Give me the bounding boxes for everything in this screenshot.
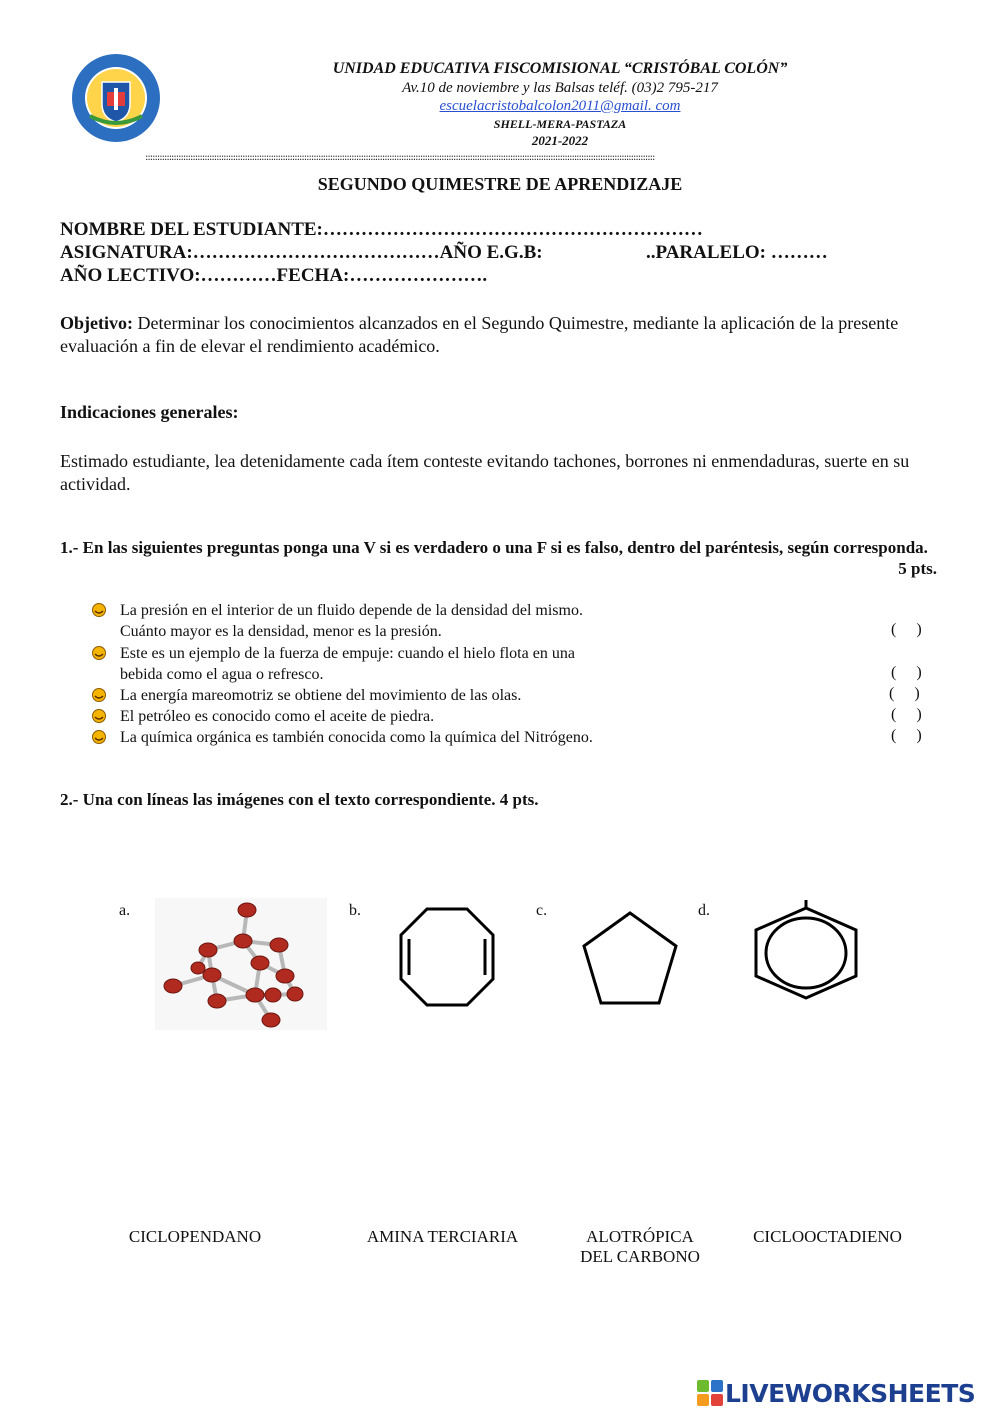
q1-item-4: El petróleo es conocido como el aceite de piedra. (120, 708, 435, 725)
liveworksheets-logo[interactable] (697, 1378, 975, 1408)
school-address: Av.10 de noviembre y las Balsas teléf. (03)2 795-217 (402, 80, 718, 96)
answer-amina-terciaria[interactable]: AMINA TERCIARIA (366, 1227, 519, 1246)
image-label-a: a. (119, 902, 131, 919)
school-year: 2021-2022 (531, 133, 589, 148)
smiley-bullet-icon (92, 646, 106, 660)
smiley-bullet-icon (92, 688, 106, 702)
objective-label: Objetivo: (60, 313, 133, 333)
smiley-bullet-icon (92, 709, 106, 723)
answer-alotropica[interactable]: ALOTRÓPICA (586, 1227, 694, 1246)
indications-text: Estimado estudiante, lea detenidamente cada ítem conteste evitando tachones, borrones ni enmendaduras, suerte en su actividad. (60, 451, 910, 494)
image-label-d: d. (698, 902, 710, 919)
image-label-c: c. (536, 902, 548, 919)
subject-field[interactable]: ASIGNATURA:…………………………………AÑO E.G.B: (60, 242, 543, 263)
q1-item-5: La química orgánica es también conocida como la química del Nitrógeno. (120, 729, 593, 746)
answer-ciclopendano[interactable]: CICLOPENDANO (128, 1227, 262, 1246)
q1-item-1-answer-box[interactable]: ( ) (891, 621, 922, 638)
school-logo (70, 52, 162, 144)
answer-ciclooctadieno[interactable]: CICLOOCTADIENO (753, 1227, 902, 1246)
q1-item-1-line2: Cuánto mayor es la densidad, menor es la presión. (120, 623, 442, 640)
school-city: SHELL-MERA-PASTAZA (493, 117, 627, 131)
cyclooctadiene-image[interactable] (395, 905, 499, 1009)
answer-del-carbono[interactable]: DEL CARBONO (580, 1247, 700, 1266)
header-separator: ::::::::::::::::::::::::::::::::::::::::::::::::::::::::::::::::::::::::::::::::::::::::::::::::::::::::::::::::::::::::::::::::::::::::::::::::::::::::::::::::::::::::::::::::::::::::::::::::::::::::::::::::::::::: (145, 152, 655, 163)
question-1-text: 1.- En las siguientes preguntas ponga una V si es verdadero o una F si es falso, dentro del paréntesis, según corresponda. (60, 538, 928, 557)
question-1-points: 5 pts. (898, 559, 937, 578)
school-email-link[interactable]: escuelacristobalcolon2011@gmail. com (439, 98, 681, 114)
brand-live: LIVE (725, 1378, 785, 1408)
q1-item-2-line1: Este es un ejemplo de la fuerza de empuje: cuando el hielo flota en una (120, 645, 575, 662)
cyclopentane-image[interactable] (580, 910, 680, 1008)
student-name-field[interactable]: NOMBRE DEL ESTUDIANTE:…………………………………………………… (60, 219, 703, 240)
page-title: SEGUNDO QUIMESTRE DE APRENDIZAJE (317, 174, 683, 194)
q1-item-2-answer-box[interactable]: ( ) (891, 664, 922, 681)
smiley-bullet-icon (92, 730, 106, 744)
parallel-field[interactable]: ..PARALELO: ……… (646, 242, 828, 263)
question-2-text: 2.- Una con líneas las imágenes con el texto correspondiente. 4 pts. (60, 790, 539, 809)
indications-heading: Indicaciones generales: (60, 402, 239, 422)
liveworksheets-grid-icon (697, 1380, 723, 1406)
image-label-b: b. (349, 902, 361, 919)
smiley-bullet-icon (92, 603, 106, 617)
diamond-lattice-image[interactable] (155, 898, 327, 1030)
school-name: UNIDAD EDUCATIVA FISCOMISIONAL “CRISTÓBAL COLÓN” (332, 60, 788, 77)
q1-item-1-line1: La presión en el interior de un fluido depende de la densidad del mismo. (120, 602, 583, 619)
q1-item-4-answer-box[interactable]: ( ) (891, 706, 922, 723)
q1-item-2-line2: bebida como el agua o refresco. (120, 666, 324, 683)
objective-text: Determinar los conocimientos alcanzados en el Segundo Quimestre, mediante la aplicación de la presente evaluación a fin de elevar el rendimiento académico. (60, 313, 899, 356)
q1-item-3: La energía mareomotriz se obtiene del movimiento de las olas. (120, 687, 522, 704)
benzene-ring-image[interactable] (750, 900, 862, 1000)
brand-worksheets: WORKSHEETS (784, 1378, 976, 1408)
objective-paragraph (60, 312, 940, 358)
school-year-field[interactable]: AÑO LECTIVO:…………FECHA:…………………. (60, 265, 488, 286)
q1-item-3-answer-box[interactable]: ( ) (889, 685, 920, 702)
q1-item-5-answer-box[interactable]: ( ) (891, 727, 922, 744)
